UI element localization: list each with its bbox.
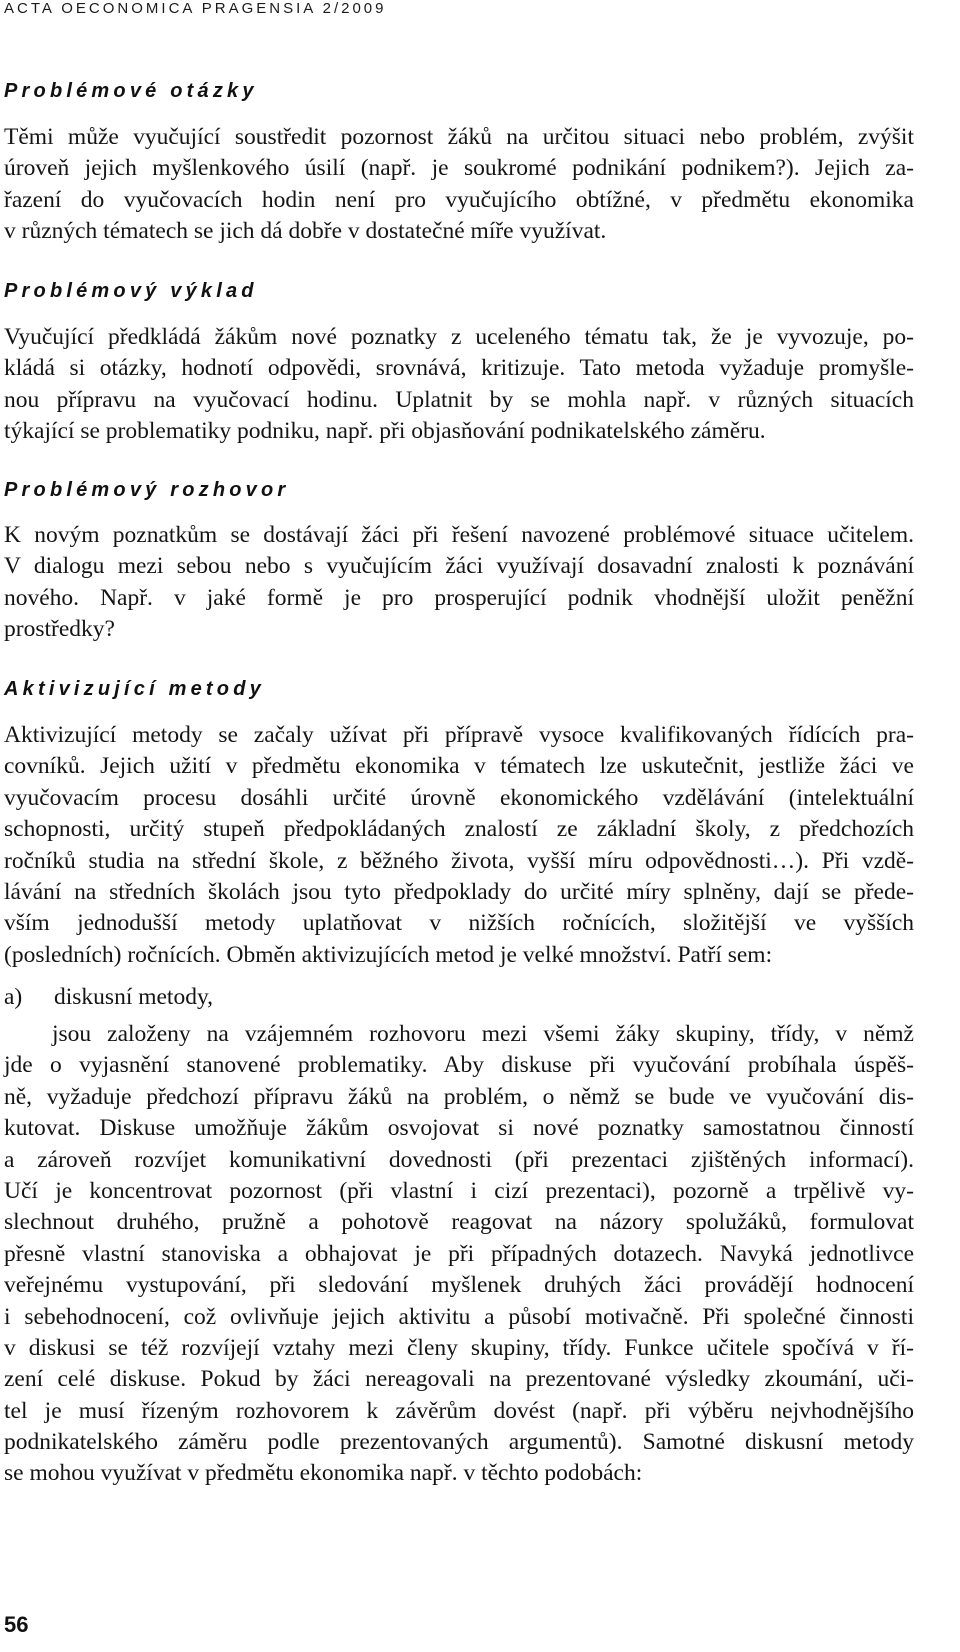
section-paragraph-aktivizujici-metody (4, 720, 914, 971)
list-item-text: diskusní metody, (54, 984, 214, 1010)
text-line: Učí je koncentrovat pozornost (při vlastní i cizí prezentaci), pozorně a trpělivě vy- (4, 1177, 914, 1204)
section-heading-problemovy-vyklad: Problémový výklad (4, 280, 258, 302)
text-line: jde o vyjasnění stanovené problematiky. Aby diskuse při vyučování probíhala úspěš- (4, 1052, 914, 1079)
text-line: K novým poznatkům se dostávají žáci při řešení navozené problémové situace učitelem. (4, 522, 914, 548)
final-paragraph (4, 1019, 914, 1490)
text-line: Vyučující předkládá žákům nové poznatky z uceleného tématu tak, že je vyvozuje, po- (4, 324, 914, 350)
text-line: v diskusi se též rozvíjejí vztahy mezi členy skupiny, třídy. Funkce učitele spočívá v ří- (4, 1334, 914, 1361)
text-line: ročníků studia na střední škole, z běžného života, vyšší míru odpovědnosti…). Při vzdě- (4, 847, 914, 874)
text-line: a zároveň rozvíjet komunikativní dovednosti (při prezentaci zjištěných informací). (4, 1146, 914, 1173)
text-line: (posledních) ročnících. Obměn aktivizujících metod je velké množství. Patří sem: (4, 941, 773, 968)
section-paragraph-problemovy-vyklad (4, 322, 914, 448)
text-line: i sebehodnocení, což ovlivňuje jejich aktivitu a působí motivačně. Při společné činnosti (4, 1303, 914, 1330)
text-line: schopnosti, určitý stupeň předpokládaných znalostí ze základní školy, z předchozích (4, 816, 914, 843)
section-heading-problemovy-rozhovor: Problémový rozhovor (4, 479, 290, 501)
text-line: nou přípravu na vyučovací hodinu. Uplatnit by se mohla např. v různých situacích (4, 386, 914, 413)
text-line: prostředky? (4, 616, 115, 643)
text-line: podnikatelského záměru podle prezentovaných argumentů). Samotné diskusní metody (4, 1429, 914, 1456)
text-line: Těmi může vyučující soustředit pozornost žáků na určitou situaci nebo problém, zvýšit (4, 124, 914, 150)
section-paragraph-problemovy-rozhovor (4, 520, 914, 646)
running-head: ACTA OECONOMICA PRAGENSIA 2/2009 (4, 0, 387, 17)
text-line: kládá si otázky, hodnotí odpovědi, srovnává, kritizuje. Tato metoda vyžaduje promyšle- (4, 355, 914, 382)
text-line: vyučovacím procesu dosáhli určité úrovně ekonomického vzdělávání (intelektuální (4, 784, 914, 811)
section-heading-problemove-otazky: Problémové otázky (4, 80, 258, 102)
text-line: úroveň jejich myšlenkového úsilí (např. je soukromé podnikání podnikem?). Jejich za- (4, 155, 914, 182)
text-line: týkající se problematiky podniku, např. při objasňování podnikatelského záměru. (4, 418, 766, 445)
text-line: covníků. Jejich užití v předmětu ekonomika v tématech lze uskutečnit, jestliže žáci ve (4, 753, 914, 780)
text-line: Aktivizující metody se začaly užívat při přípravě vysoce kvalifikovaných řídících pra- (4, 722, 914, 748)
text-line: nového. Např. v jaké formě je pro prosperující podnik vhodnější uložit peněžní (4, 584, 914, 611)
text-line: lávání na středních školách jsou tyto předpoklady do určité míry splněny, dají se přede- (4, 878, 914, 905)
text-line: jsou založeny na vzájemném rozhovoru mezi všemi žáky skupiny, třídy, v němž (52, 1021, 914, 1047)
list-marker: a) (4, 984, 23, 1010)
text-line: kutovat. Diskuse umožňuje žákům osvojovat si nové poznatky samostatnou činností (4, 1115, 914, 1142)
list-item-a (4, 984, 213, 1011)
text-line: řazení do vyučovacích hodin není pro vyučujícího obtížné, v předmětu ekonomika (4, 186, 914, 213)
section-heading-aktivizujici-metody: Aktivizující metody (4, 678, 265, 700)
text-line: V dialogu mezi sebou nebo s vyučujícím žáci využívají dosavadní znalosti k poznávání (4, 553, 914, 580)
page-number: 56 (4, 1612, 29, 1637)
text-line: v různých tématech se jich dá dobře v dostatečné míře využívat. (4, 218, 607, 245)
text-line: ně, vyžaduje předchozí přípravu žáků na problém, o němž se bude ve vyučování dis- (4, 1083, 914, 1110)
text-line: zení celé diskuse. Pokud by žáci nereagovali na prezentované výsledky zkoumání, uči- (4, 1366, 914, 1393)
text-line: slechnout druhého, pružně a pohotově reagovat na názory spolužáků, formulovat (4, 1209, 914, 1236)
text-line: tel je musí řízeným rozhovorem k závěrům dovést (např. při výběru nejvhodnějšího (4, 1397, 914, 1424)
text-line: vším jednodušší metody uplatňovat v nižších ročnících, složitější ve vyšších (4, 910, 914, 937)
text-line: se mohou využívat v předmětu ekonomika např. v těchto podobách: (4, 1460, 643, 1487)
section-paragraph-problemove-otazky (4, 122, 914, 248)
text-line: veřejnému vystupování, při sledování myšlenek druhých žáci provádějí hodnocení (4, 1272, 914, 1299)
text-line: přesně vlastní stanoviska a obhajovat je při případných dotazech. Navyká jednotlivce (4, 1240, 914, 1267)
